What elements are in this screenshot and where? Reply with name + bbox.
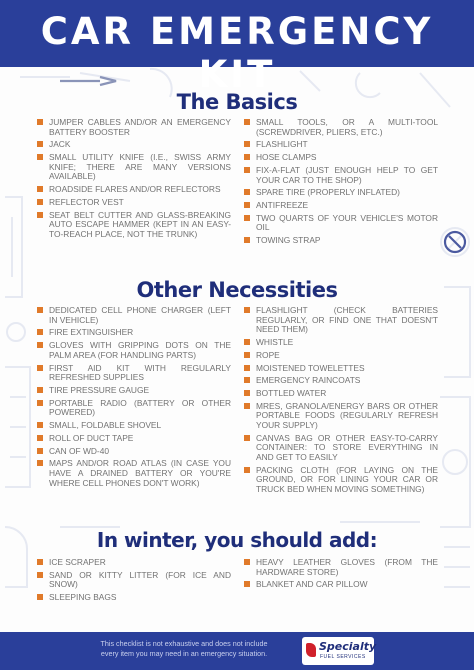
basics-right-list [244, 118, 438, 249]
bullet-square-icon [37, 119, 43, 125]
list-item: MOISTENED TOWELETTES [244, 364, 438, 374]
bullet-square-icon [244, 154, 250, 160]
bullet-square-icon [244, 237, 250, 243]
bullet-square-icon [244, 581, 250, 587]
list-item: ICE SCRAPER [37, 558, 231, 568]
specialty-logo [302, 637, 377, 665]
header-banner [0, 0, 474, 96]
bullet-square-icon [37, 186, 43, 192]
list-item: CANVAS BAG OR OTHER EASY-TO-CARRY CONTAINER: TO STORE EVERYTHING IN AND GET TO EASILY [244, 434, 438, 463]
bullet-square-icon [37, 307, 43, 313]
list-item: EMERGENCY RAINCOATS [244, 376, 438, 386]
bullet-square-icon [37, 400, 43, 406]
list-item: TWO QUARTS OF YOUR VEHICLE'S MOTOR OIL [244, 214, 438, 233]
footer-disclaimer: This checklist is not exhaustive and does not include every item you may need in an emergency situation. [100, 639, 268, 658]
bullet-square-icon [244, 390, 250, 396]
bullet-square-icon [37, 212, 43, 218]
section-title-basics: The Basics [176, 90, 298, 114]
bullet-square-icon [244, 167, 250, 173]
section-title-winter: In winter, you should add: [96, 528, 378, 552]
bullet-square-icon [244, 352, 250, 358]
bullet-square-icon [244, 467, 250, 473]
bullet-square-icon [244, 435, 250, 441]
list-item: GLOVES WITH GRIPPING DOTS ON THE PALM AREA (FOR HANDLING PARTS) [37, 341, 231, 360]
list-item: FLASHLIGHT [244, 140, 438, 150]
list-item: HEAVY LEATHER GLOVES (FROM THE HARDWARE STORE) [244, 558, 438, 577]
bullet-square-icon [244, 189, 250, 195]
bullet-square-icon [244, 559, 250, 565]
winter-right-list [244, 558, 438, 593]
bullet-square-icon [37, 199, 43, 205]
list-item: ROPE [244, 351, 438, 361]
list-item: PORTABLE RADIO (BATTERY OR OTHER POWERED) [37, 399, 231, 418]
logo-name: Specialty [319, 640, 377, 653]
bullet-square-icon [244, 365, 250, 371]
list-item: DEDICATED CELL PHONE CHARGER (LEFT IN VEHICLE) [37, 306, 231, 325]
list-item: HOSE CLAMPS [244, 153, 438, 163]
bullet-square-icon [244, 377, 250, 383]
bullet-square-icon [37, 422, 43, 428]
bullet-square-icon [37, 572, 43, 578]
bullet-square-icon [37, 342, 43, 348]
bullet-square-icon [37, 387, 43, 393]
bullet-square-icon [37, 141, 43, 147]
list-item: ANTIFREEZE [244, 201, 438, 211]
list-item: TIRE PRESSURE GAUGE [37, 386, 231, 396]
list-item: JACK [37, 140, 231, 150]
list-item: SMALL, FOLDABLE SHOVEL [37, 421, 231, 431]
list-item: WHISTLE [244, 338, 438, 348]
bullet-square-icon [37, 329, 43, 335]
list-item: FIRST AID KIT WITH REGULARLY REFRESHED SUPPLIES [37, 364, 231, 383]
list-item: TOWING STRAP [244, 236, 438, 246]
list-item: ROADSIDE FLARES AND/OR REFLECTORS [37, 185, 231, 195]
bullet-square-icon [244, 202, 250, 208]
other-left-list [37, 306, 231, 491]
section-title-other-necessities: Other Necessities [136, 278, 338, 302]
list-item: SMALL TOOLS, OR A MULTI-TOOL (SCREWDRIVER, PLIERS, ETC.) [244, 118, 438, 137]
list-item: MAPS AND/OR ROAD ATLAS (IN CASE YOU HAVE A DRAINED BATTERY OR YOU'RE WHERE CELL PHONES DON'T WORK) [37, 459, 231, 488]
winter-left-list [37, 558, 231, 606]
bullet-square-icon [37, 154, 43, 160]
list-item: SMALL UTILITY KNIFE (I.E., SWISS ARMY KNIFE; THERE ARE MANY VERSIONS AVAILABLE) [37, 153, 231, 182]
list-item: FIRE EXTINGUISHER [37, 328, 231, 338]
bullet-square-icon [244, 307, 250, 313]
list-item: ROLL OF DUCT TAPE [37, 434, 231, 444]
bullet-square-icon [244, 215, 250, 221]
bullet-square-icon [37, 435, 43, 441]
list-item: JUMPER CABLES AND/OR AN EMERGENCY BATTERY BOOSTER [37, 118, 231, 137]
logo-flame-icon [306, 643, 316, 657]
basics-left-list [37, 118, 231, 243]
list-item: BLANKET AND CAR PILLOW [244, 580, 438, 590]
bullet-square-icon [244, 403, 250, 409]
logo-subtitle: FUEL SERVICES [320, 654, 366, 660]
list-item: MRES, GRANOLA/ENERGY BARS OR OTHER PORTABLE FOODS (REGULARLY REFRESH YOUR SUPPLY) [244, 402, 438, 431]
list-item: PACKING CLOTH (FOR LAYING ON THE GROUND, OR FOR LINING YOUR CAR OR TRUCK BED WHEN MOVING SOMETHING) [244, 466, 438, 495]
bullet-square-icon [37, 559, 43, 565]
list-item: FLASHLIGHT (CHECK BATTERIES REGULARLY, OR FIND ONE THAT DOESN'T NEED THEM) [244, 306, 438, 335]
bullet-square-icon [37, 365, 43, 371]
bullet-square-icon [244, 141, 250, 147]
list-item: BOTTLED WATER [244, 389, 438, 399]
poster-title: CAR EMERGENCY KIT [40, 10, 434, 96]
other-right-list [244, 306, 438, 498]
list-item: SEAT BELT CUTTER AND GLASS-BREAKING AUTO ESCAPE HAMMER (KEPT IN AN EASY-TO-REACH PLACE, NOT THE TRUNK) [37, 211, 231, 240]
bullet-square-icon [244, 119, 250, 125]
bullet-square-icon [37, 460, 43, 466]
list-item: SAND OR KITTY LITTER (FOR ICE AND SNOW) [37, 571, 231, 590]
bullet-square-icon [244, 339, 250, 345]
list-item: REFLECTOR VEST [37, 198, 231, 208]
list-item: SLEEPING BAGS [37, 593, 231, 603]
list-item: SPARE TIRE (PROPERLY INFLATED) [244, 188, 438, 198]
list-item: FIX-A-FLAT (JUST ENOUGH HELP TO GET YOUR CAR TO THE SHOP) [244, 166, 438, 185]
bullet-square-icon [37, 448, 43, 454]
list-item: CAN OF WD-40 [37, 447, 231, 457]
bullet-square-icon [37, 594, 43, 600]
